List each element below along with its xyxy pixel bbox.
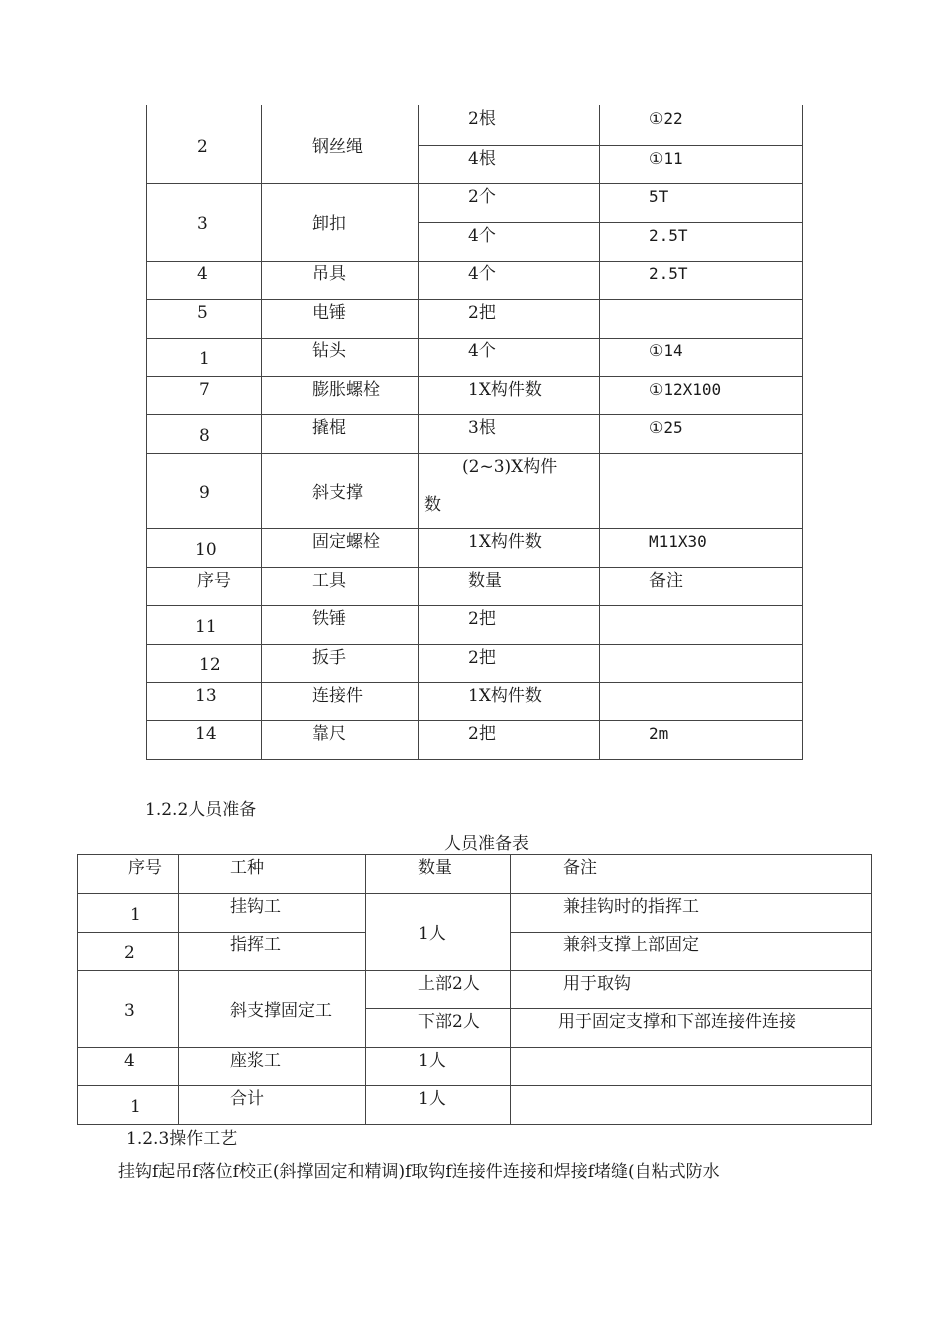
note: 用于固定支撑和下部连接件连接 <box>558 1012 796 1032</box>
quantity: 1人 <box>418 1051 446 1071</box>
job-name: 指挥工 <box>230 935 281 955</box>
row-number: 14 <box>195 724 217 744</box>
section-heading-personnel: 1.2.2人员准备 <box>145 800 257 820</box>
quantity-line2: 数 <box>424 495 441 515</box>
row-number: 13 <box>195 686 217 706</box>
header-tool: 工具 <box>312 571 346 591</box>
quantity: 2把 <box>468 609 496 629</box>
quantity: 1X构件数 <box>468 532 542 552</box>
tool-name: 膨胀螺栓 <box>312 380 380 400</box>
quantity: 2根 <box>468 109 496 129</box>
row-number: 1 <box>130 1097 141 1117</box>
tool-name: 扳手 <box>312 648 346 668</box>
quantity: 1人 <box>418 1089 446 1109</box>
note: 2.5T <box>649 264 688 283</box>
row-number: 4 <box>124 1051 135 1071</box>
table-caption: 人员准备表 <box>444 834 529 854</box>
quantity: 上部2人 <box>418 974 480 994</box>
row-number: 3 <box>197 214 208 234</box>
row-number: 2 <box>197 137 208 157</box>
quantity: 1人 <box>418 924 446 944</box>
header-no: 序号 <box>128 858 162 878</box>
note: 5T <box>649 187 669 206</box>
row-number: 7 <box>199 380 210 400</box>
tool-name: 钻头 <box>312 341 346 361</box>
tool-name: 铁锤 <box>312 609 346 629</box>
note: 兼挂钩时的指挥工 <box>563 897 699 917</box>
row-number: 3 <box>124 1001 135 1021</box>
tool-name: 连接件 <box>312 686 363 706</box>
note: M11X30 <box>649 532 707 551</box>
quantity: 2把 <box>468 303 496 323</box>
quantity: 4个 <box>468 226 496 246</box>
job-name: 挂钩工 <box>230 897 281 917</box>
quantity: 下部2人 <box>418 1012 480 1032</box>
note: ①11 <box>649 149 683 168</box>
row-number: 10 <box>195 540 217 560</box>
tool-name: 斜支撑 <box>312 483 363 503</box>
note: 2m <box>649 724 669 743</box>
tool-name: 吊具 <box>312 264 346 284</box>
tool-name: 电锤 <box>312 303 346 323</box>
header-note: 备注 <box>563 858 597 878</box>
note: 用于取钩 <box>563 974 631 994</box>
process-paragraph: 挂钩f起吊f落位f校正(斜撑固定和精调)f取钩f连接件连接和焊接f堵缝(自粘式防水 <box>118 1162 720 1182</box>
row-number: 8 <box>199 426 210 446</box>
header-note: 备注 <box>649 571 683 591</box>
row-number: 4 <box>197 264 208 284</box>
note: ①14 <box>649 341 683 360</box>
quantity: 3根 <box>468 418 496 438</box>
quantity: 1X构件数 <box>468 380 542 400</box>
section-heading-process: 1.2.3操作工艺 <box>126 1129 238 1149</box>
quantity-line1: (2~3)X构件 <box>462 457 558 477</box>
quantity: 2把 <box>468 724 496 744</box>
note: 2.5T <box>649 226 688 245</box>
tool-name: 固定螺栓 <box>312 532 380 552</box>
header-job: 工种 <box>230 858 264 878</box>
job-name: 座浆工 <box>230 1051 281 1071</box>
quantity: 4个 <box>468 341 496 361</box>
note: 兼斜支撑上部固定 <box>563 935 699 955</box>
tool-name: 卸扣 <box>312 214 346 234</box>
tool-name: 钢丝绳 <box>312 137 363 157</box>
row-number: 1 <box>199 349 210 369</box>
row-number: 5 <box>197 303 208 323</box>
quantity: 4根 <box>468 149 496 169</box>
note: ①25 <box>649 418 683 437</box>
header-no: 序号 <box>197 571 231 591</box>
quantity: 4个 <box>468 264 496 284</box>
row-number: 1 <box>130 905 141 925</box>
quantity: 2把 <box>468 648 496 668</box>
row-number: 12 <box>199 655 221 675</box>
row-number: 2 <box>124 943 135 963</box>
quantity: 1X构件数 <box>468 686 542 706</box>
row-number: 11 <box>195 617 217 637</box>
tool-name: 撬棍 <box>312 418 346 438</box>
note: ①22 <box>649 109 683 128</box>
header-qty: 数量 <box>418 858 452 878</box>
job-name: 斜支撑固定工 <box>230 1001 332 1021</box>
tool-name: 靠尺 <box>312 724 346 744</box>
job-name: 合计 <box>230 1089 264 1109</box>
row-number: 9 <box>199 483 210 503</box>
quantity: 2个 <box>468 187 496 207</box>
note: ①12X100 <box>649 380 722 399</box>
header-qty: 数量 <box>468 571 502 591</box>
